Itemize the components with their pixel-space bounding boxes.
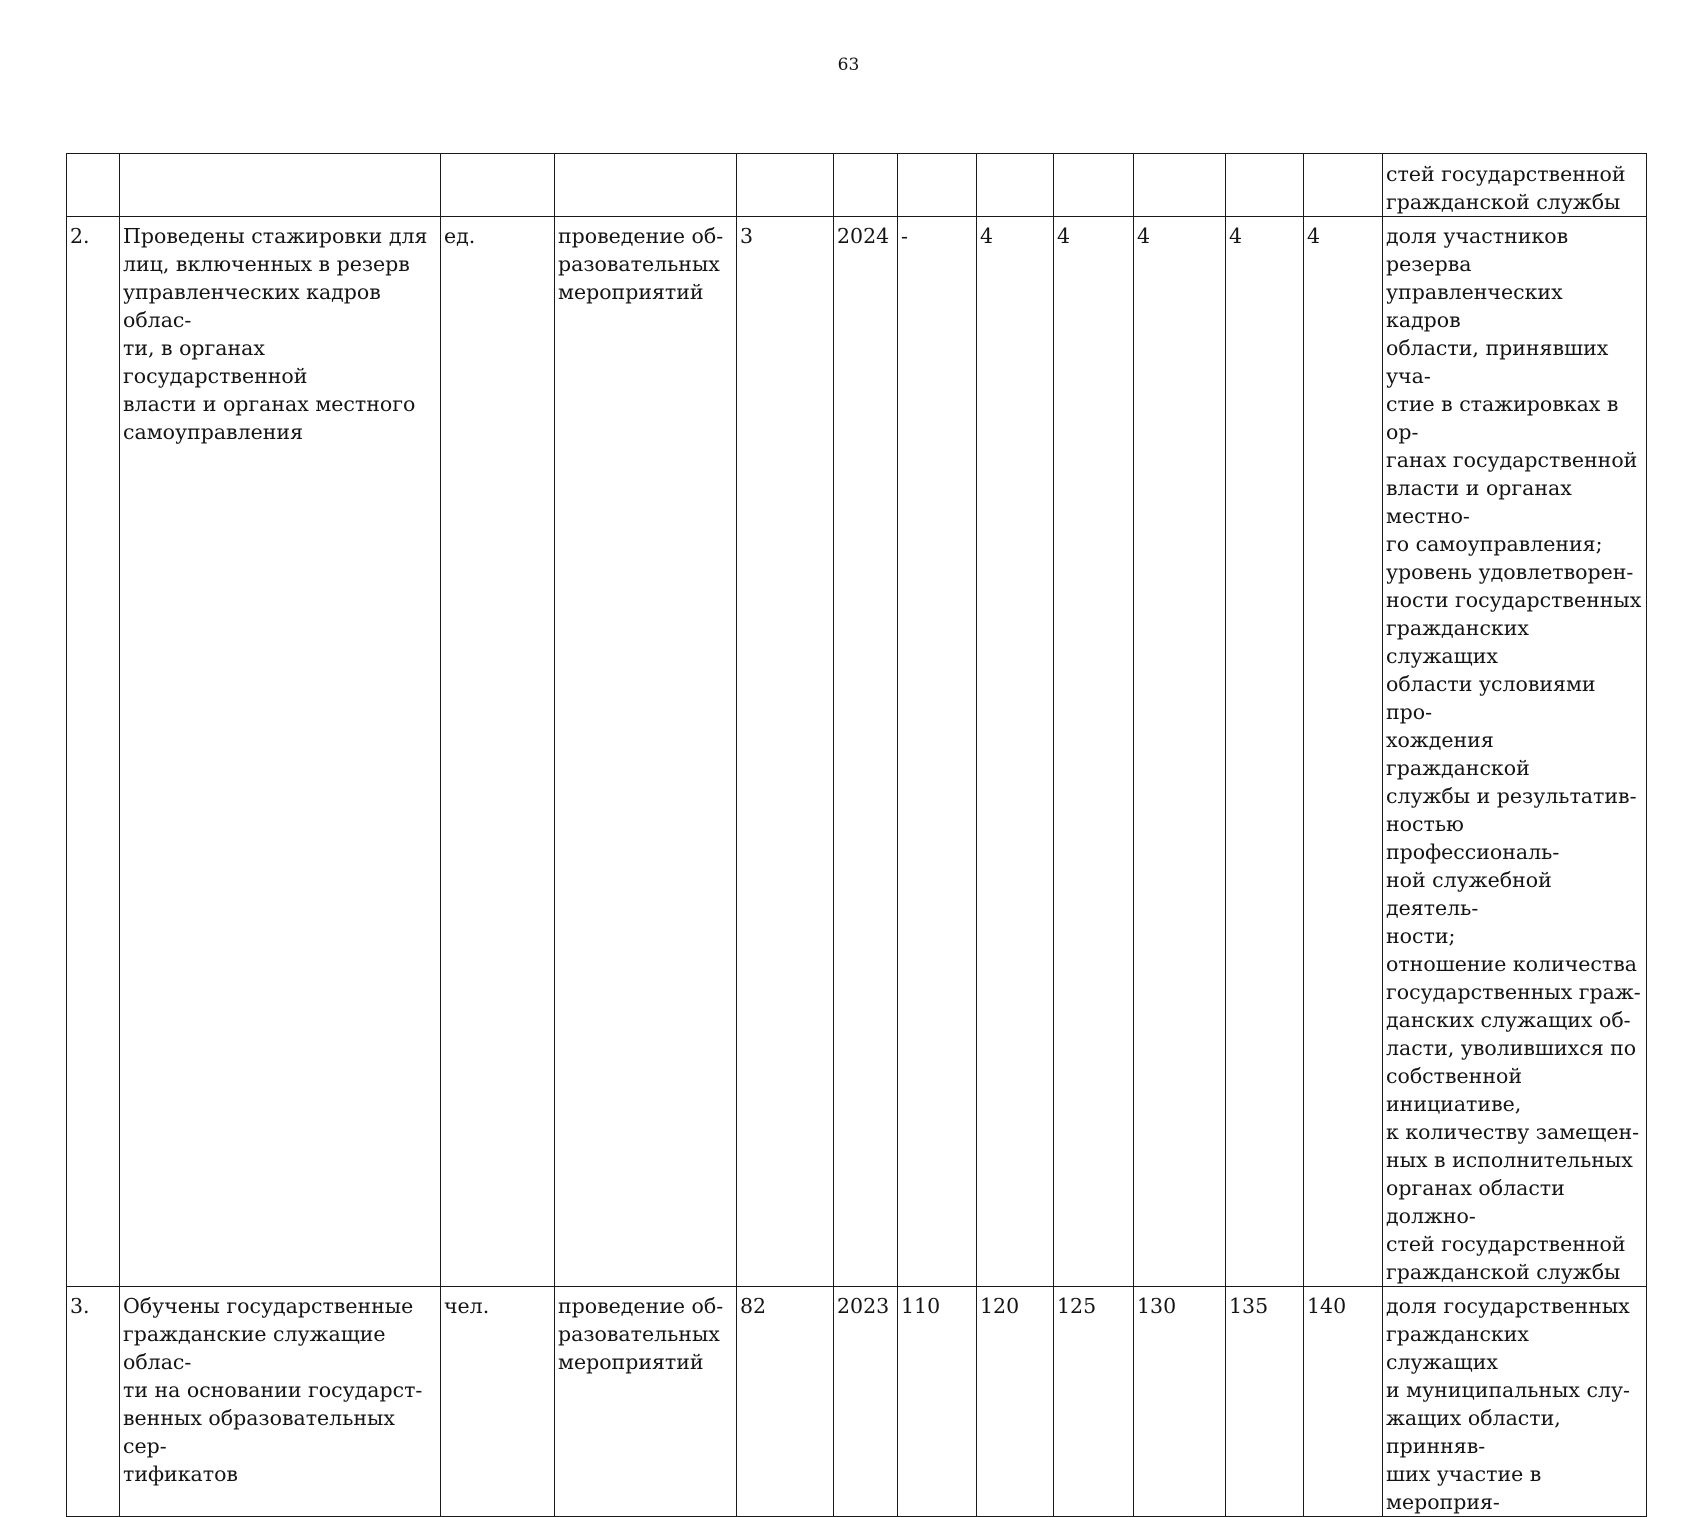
table-row-2 bbox=[67, 217, 1647, 1287]
cell-type: проведение об- разовательных мероприятий bbox=[555, 1287, 737, 1517]
cell-base-year bbox=[834, 154, 898, 217]
cell-y2027: 125 bbox=[1054, 1287, 1134, 1517]
cell-y2028: 130 bbox=[1134, 1287, 1226, 1517]
cell-type bbox=[555, 154, 737, 217]
cell-y2029: 4 bbox=[1226, 217, 1304, 1287]
cell-indicators: доля государственных гражданских служащих и муниципальных слу- жащих области, принняв- ших участие в мероприя- bbox=[1383, 1287, 1647, 1517]
cell-y2030 bbox=[1304, 154, 1383, 217]
cell-indicators: стей государственной гражданской службы bbox=[1383, 154, 1647, 217]
cell-num bbox=[67, 154, 120, 217]
cell-base-year: 2023 bbox=[834, 1287, 898, 1517]
cell-y2030: 4 bbox=[1304, 217, 1383, 1287]
cell-base-value: 3 bbox=[737, 217, 834, 1287]
cell-base-year: 2024 bbox=[834, 217, 898, 1287]
cell-y2026: 120 bbox=[977, 1287, 1054, 1517]
cell-indicators: доля участников резерва управленческих кадров области, принявших уча- стие в стажировках в ор- ганах государственной власти и органах местно- го самоуправления; уровень удовлетворен- ности государственных гражданских служащих области условиями про- хождения гражданской службы и результатив- ностью профессиональ- ной служебной деятель- ности; отношение количества государственных граж- данских служащих об- ласти, уволившихся по собственной инициативе, к количеству замещен- ных в исполнительных органах области должно- стей государственной гражданской службы bbox=[1383, 217, 1647, 1287]
measures-table bbox=[66, 153, 1647, 1517]
table-row-continuation bbox=[67, 154, 1647, 217]
cell-unit bbox=[441, 154, 555, 217]
cell-y2030: 140 bbox=[1304, 1287, 1383, 1517]
table-row-3 bbox=[67, 1287, 1647, 1517]
cell-y2026: 4 bbox=[977, 217, 1054, 1287]
cell-y2029: 135 bbox=[1226, 1287, 1304, 1517]
cell-unit: чел. bbox=[441, 1287, 555, 1517]
cell-y2025: 110 bbox=[898, 1287, 977, 1517]
page-number: 63 bbox=[837, 55, 860, 75]
cell-y2028: 4 bbox=[1134, 217, 1226, 1287]
cell-result: Обучены государственные гражданские служащие облас- ти на основании государст- венных образовательных сер- тификатов bbox=[120, 1287, 441, 1517]
cell-y2026 bbox=[977, 154, 1054, 217]
cell-type: проведение об- разовательных мероприятий bbox=[555, 217, 737, 1287]
cell-result: Проведены стажировки для лиц, включенных в резерв управленческих кадров облас- ти, в органах государственной власти и органах местного самоуправления bbox=[120, 217, 441, 1287]
cell-y2029 bbox=[1226, 154, 1304, 217]
cell-y2025 bbox=[898, 154, 977, 217]
cell-result bbox=[120, 154, 441, 217]
cell-y2027: 4 bbox=[1054, 217, 1134, 1287]
cell-unit: ед. bbox=[441, 217, 555, 1287]
cell-y2027 bbox=[1054, 154, 1134, 217]
cell-base-value bbox=[737, 154, 834, 217]
cell-y2028 bbox=[1134, 154, 1226, 217]
cell-num: 3. bbox=[67, 1287, 120, 1517]
cell-y2025: - bbox=[898, 217, 977, 1287]
cell-base-value: 82 bbox=[737, 1287, 834, 1517]
cell-num: 2. bbox=[67, 217, 120, 1287]
